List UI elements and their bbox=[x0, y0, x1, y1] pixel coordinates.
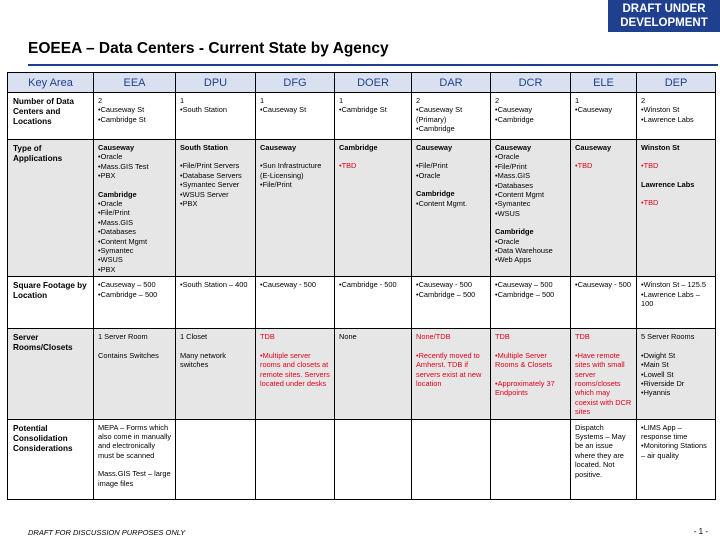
table-cell bbox=[571, 93, 637, 140]
cell-line: •Cambridge - 500 bbox=[339, 280, 397, 290]
header-key-area: Key Area bbox=[8, 73, 94, 93]
row-label: Potential Consolidation Considerations bbox=[8, 419, 94, 499]
cell-line: •WSUS bbox=[98, 255, 123, 265]
cell-line: •Lowell St bbox=[641, 369, 674, 379]
table-cell bbox=[412, 93, 491, 140]
cell-line: •Oracle bbox=[98, 152, 123, 162]
cell-line: TDB bbox=[575, 332, 590, 342]
table-cell bbox=[256, 329, 335, 419]
cell-line: 2 bbox=[416, 96, 421, 105]
cell-line: •Databases bbox=[98, 227, 136, 237]
header-dep: DEP bbox=[637, 73, 716, 93]
cell-line: •LIMS App – response time bbox=[641, 422, 688, 441]
header-dcr: DCR bbox=[491, 73, 571, 93]
row-label: Server Rooms/Closets bbox=[8, 329, 94, 419]
cell-line: Contains Switches bbox=[98, 350, 159, 360]
cell-line: •Lawrence Labs bbox=[641, 114, 694, 124]
cell-line: Lawrence Labs bbox=[641, 179, 695, 189]
table-cell bbox=[94, 419, 176, 499]
cell-line: •Cambridge St bbox=[339, 105, 387, 115]
cell-line: Causeway bbox=[495, 143, 532, 152]
cell-line: •Symantec bbox=[495, 199, 531, 209]
cell-line: Causeway bbox=[575, 143, 612, 152]
cell-line: South Station bbox=[180, 143, 229, 152]
table-cell bbox=[94, 140, 176, 277]
cell-line: •Multiple server rooms and closets at remote sites. Servers located under desks bbox=[260, 350, 330, 388]
cell-line: •Content Mgmt bbox=[98, 236, 148, 246]
cell-line: •Causeway St (Primary) bbox=[416, 105, 463, 124]
cell-line: TDB bbox=[495, 332, 510, 342]
table-cell bbox=[571, 277, 637, 329]
cell-line: 2 bbox=[98, 96, 103, 105]
table-row bbox=[8, 329, 716, 419]
row-label: Type of Applications bbox=[8, 140, 94, 277]
cell-line: Causeway bbox=[98, 143, 135, 152]
cell-line: •Causeway St bbox=[98, 105, 145, 115]
cell-line: •Cambridge – 500 bbox=[495, 289, 555, 299]
cell-line: •Causeway bbox=[495, 105, 533, 115]
cell-line: •Data Warehouse bbox=[495, 246, 553, 256]
cell-line: 1 bbox=[180, 96, 185, 105]
cell-line: •TBD bbox=[339, 161, 357, 171]
draft-badge-line2: DEVELOPMENT bbox=[620, 17, 708, 29]
cell-line: Winston St bbox=[641, 143, 680, 152]
table-cell bbox=[335, 419, 412, 499]
cell-line: •PBX bbox=[98, 171, 116, 181]
cell-line: •Oracle bbox=[98, 199, 123, 209]
cell-line: •South Station – 400 bbox=[180, 280, 248, 290]
table-cell bbox=[412, 329, 491, 419]
cell-line: •File/Print bbox=[260, 180, 292, 190]
cell-line: •PBX bbox=[180, 199, 198, 209]
header-dpu: DPU bbox=[176, 73, 256, 93]
table-cell bbox=[335, 93, 412, 140]
cell-line: •Cambridge St bbox=[98, 114, 146, 124]
cell-line: •Hyannis bbox=[641, 388, 671, 398]
draft-badge bbox=[608, 0, 720, 32]
cell-line: Cambridge bbox=[98, 189, 137, 199]
cell-line: •Oracle bbox=[495, 236, 520, 246]
table-cell bbox=[491, 140, 571, 277]
cell-line: Cambridge bbox=[339, 143, 378, 152]
cell-line: •Causeway - 500 bbox=[260, 280, 316, 290]
cell-line: •Cambridge – 500 bbox=[416, 289, 476, 299]
table-cell bbox=[176, 329, 256, 419]
cell-line: •File/Print bbox=[416, 161, 448, 171]
table-cell bbox=[256, 93, 335, 140]
cell-line: •Databases bbox=[495, 180, 533, 190]
cell-line: •Cambridge – 500 bbox=[98, 289, 158, 299]
cell-line: •Symantec Server bbox=[180, 180, 240, 190]
cell-line: 1 Server Room bbox=[98, 332, 148, 342]
cell-line: 1 bbox=[575, 96, 580, 105]
table-cell bbox=[637, 419, 716, 499]
table-body bbox=[8, 93, 716, 500]
cell-line: •TBD bbox=[641, 161, 659, 171]
table-cell bbox=[491, 277, 571, 329]
table-row bbox=[8, 419, 716, 499]
cell-line: •Causeway St bbox=[260, 105, 307, 115]
table-cell bbox=[335, 277, 412, 329]
cell-line: 1 bbox=[339, 96, 344, 105]
cell-line: •TBD bbox=[641, 198, 659, 208]
header-dar: DAR bbox=[412, 73, 491, 93]
table-cell bbox=[256, 277, 335, 329]
page-title: EOEEA – Data Centers - Current State by Agency bbox=[28, 40, 389, 57]
agency-data-center-table bbox=[7, 72, 716, 500]
table-cell bbox=[571, 419, 637, 499]
row-label: Number of Data Centers and Locations bbox=[8, 93, 94, 140]
cell-line: •Database Servers bbox=[180, 170, 242, 180]
table-cell bbox=[256, 419, 335, 499]
cell-line: Many network switches bbox=[180, 350, 227, 370]
cell-line: •Have remote sites with small server rooms/closets which may coexist with DCR sites bbox=[575, 350, 632, 417]
cell-line: •TBD bbox=[575, 161, 593, 171]
table-cell bbox=[571, 140, 637, 277]
cell-line: •South Station bbox=[180, 105, 227, 115]
cell-line: •Symantec bbox=[98, 246, 134, 256]
page-number: - 1 - bbox=[693, 527, 708, 536]
cell-line: •Riverside Dr bbox=[641, 378, 685, 388]
cell-line: 2 bbox=[495, 96, 500, 105]
cell-line: •File/Print Servers bbox=[180, 161, 240, 171]
cell-line: •Oracle bbox=[416, 170, 441, 180]
table-cell bbox=[412, 419, 491, 499]
cell-line: •Causeway - 500 bbox=[416, 280, 472, 290]
cell-line: •Causeway – 500 bbox=[495, 280, 553, 290]
cell-line: 1 Closet bbox=[180, 332, 208, 342]
table-cell bbox=[335, 140, 412, 277]
table-row bbox=[8, 277, 716, 329]
cell-line: •Causeway – 500 bbox=[98, 280, 156, 290]
row-label: Square Footage by Location bbox=[8, 277, 94, 329]
cell-line: •Sun Infrastructure (E-Licensing) bbox=[260, 161, 322, 180]
cell-line: 5 Server Rooms bbox=[641, 332, 695, 342]
cell-line: •Causeway - 500 bbox=[575, 280, 631, 290]
cell-line: •Multiple Server Rooms & Closets bbox=[495, 350, 553, 370]
cell-line: MEPA – Forms which also come in manually and electronically must be scanned bbox=[98, 422, 172, 460]
table-cell bbox=[491, 329, 571, 419]
cell-line: •WSUS Server bbox=[180, 189, 229, 199]
cell-line: •Oracle bbox=[495, 152, 520, 162]
table-cell bbox=[94, 93, 176, 140]
cell-line: Causeway bbox=[260, 143, 297, 152]
table-cell bbox=[491, 419, 571, 499]
table-row bbox=[8, 140, 716, 277]
header-dfg: DFG bbox=[256, 73, 335, 93]
cell-line: Cambridge bbox=[495, 227, 534, 237]
cell-line: •Cambridge bbox=[495, 114, 534, 124]
cell-line: •Content Mgmt bbox=[495, 190, 545, 200]
cell-line: Dispatch Systems – May be an issue where they are located. Not positive. bbox=[575, 422, 626, 479]
cell-line: None bbox=[339, 332, 357, 342]
cell-line: •File/Print bbox=[495, 161, 527, 171]
cell-line: •Causeway bbox=[575, 105, 613, 115]
cell-line: •Web Apps bbox=[495, 255, 532, 265]
table-header-row bbox=[8, 73, 716, 93]
header-eea: EEA bbox=[94, 73, 176, 93]
title-underline bbox=[28, 64, 718, 66]
cell-line: •Mass.GIS Test bbox=[98, 161, 149, 171]
cell-line: •Winston St – 125.5 bbox=[641, 280, 707, 290]
table-cell bbox=[571, 329, 637, 419]
table-cell bbox=[176, 140, 256, 277]
cell-line: 2 bbox=[641, 96, 646, 105]
table-cell bbox=[412, 140, 491, 277]
cell-line: •Mass.GIS bbox=[495, 171, 531, 181]
table-cell bbox=[335, 329, 412, 419]
cell-line: •PBX bbox=[98, 264, 116, 274]
cell-line: •Lawrence Labs – 100 bbox=[641, 289, 700, 309]
cell-line: •Mass.GIS bbox=[98, 217, 134, 227]
table-cell bbox=[256, 140, 335, 277]
table-cell bbox=[176, 93, 256, 140]
table-cell bbox=[637, 93, 716, 140]
cell-line: Mass.GIS Test – large image files bbox=[98, 469, 171, 488]
draft-badge-line1: DRAFT UNDER bbox=[622, 3, 706, 15]
table-row bbox=[8, 93, 716, 140]
cell-line: •Approximately 37 Endpoints bbox=[495, 378, 555, 397]
cell-line: •WSUS bbox=[495, 208, 520, 218]
cell-line: Cambridge bbox=[416, 189, 455, 199]
footer-disclaimer: DRAFT FOR DISCUSSION PURPOSES ONLY bbox=[28, 528, 186, 537]
table-cell bbox=[176, 419, 256, 499]
cell-line: •File/Print bbox=[98, 208, 130, 218]
cell-line: •Winston St bbox=[641, 105, 680, 115]
cell-line: None/TDB bbox=[416, 332, 451, 342]
table-cell bbox=[94, 329, 176, 419]
cell-line: •Content Mgmt. bbox=[416, 198, 468, 208]
header-ele: ELE bbox=[571, 73, 637, 93]
table-cell bbox=[637, 277, 716, 329]
table-cell bbox=[637, 329, 716, 419]
table-cell bbox=[637, 140, 716, 277]
table-cell bbox=[176, 277, 256, 329]
cell-line: TDB bbox=[260, 332, 275, 342]
table-cell bbox=[412, 277, 491, 329]
table-cell bbox=[491, 93, 571, 140]
cell-line: 1 bbox=[260, 96, 265, 105]
cell-line: •Dwight St bbox=[641, 350, 676, 360]
cell-line: •Monitoring Stations – air quality bbox=[641, 441, 707, 460]
cell-line: •Cambridge bbox=[416, 124, 455, 134]
cell-line: •Main St bbox=[641, 360, 669, 370]
header-doer: DOER bbox=[335, 73, 412, 93]
cell-line: •Recently moved to Amherst. TDB if servers exist at new location bbox=[416, 350, 482, 388]
table-cell bbox=[94, 277, 176, 329]
cell-line: Causeway bbox=[416, 143, 453, 152]
